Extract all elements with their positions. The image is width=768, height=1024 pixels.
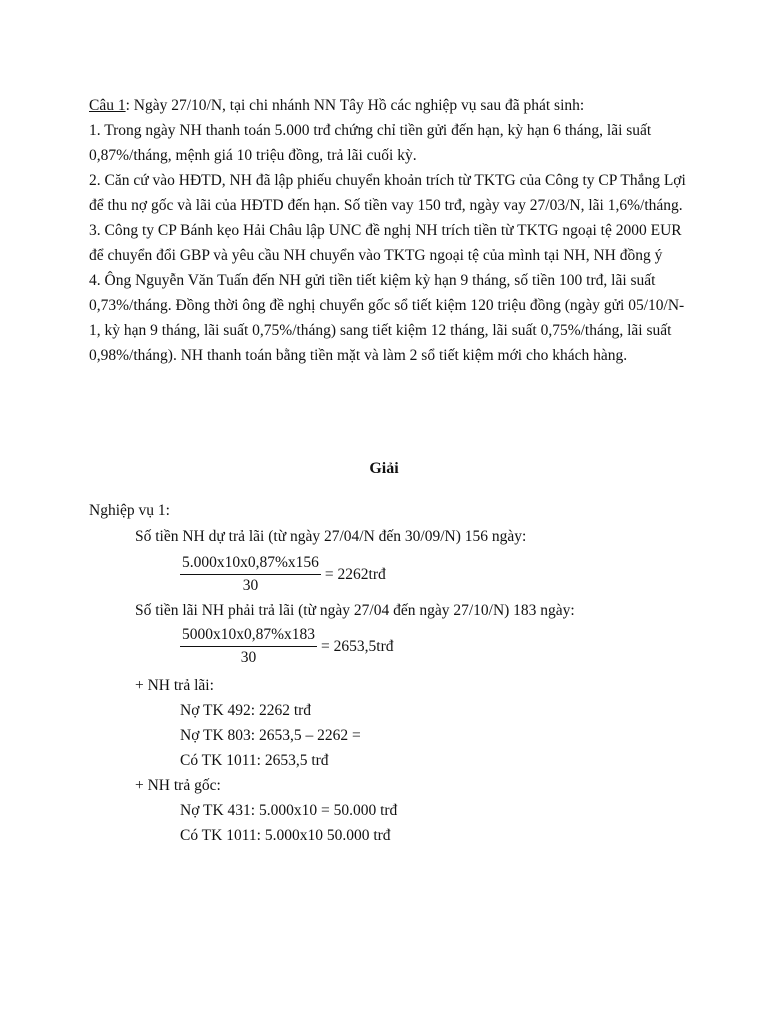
question-item-2: 2. Căn cứ vào HĐTD, NH đã lập phiếu chuyển khoản trích từ TKTG của Công ty CP Thắng Lợi để thu nợ gốc và lãi của HĐTD đến hạn. Số tiền vay 150 trđ, ngày vay 27/03/N, lãi 1,6%/tháng. [89, 172, 686, 214]
question-intro-text: : Ngày 27/10/N, tại chi nhánh NN Tây Hồ các nghiệp vụ sau đã phát sinh: [125, 97, 585, 114]
journal-entry: Nợ TK 803: 2653,5 – 2262 = [180, 727, 361, 744]
journal-entry: Có TK 1011: 2653,5 trđ [180, 752, 329, 769]
expected-interest-formula [180, 554, 386, 595]
question-item-1: 1. Trong ngày NH thanh toán 5.000 trđ chứng chỉ tiền gửi đến hạn, kỳ hạn 6 tháng, lãi suất 0,87%/tháng, mệnh giá 10 triệu đồng, trả lãi cuối kỳ. [89, 122, 652, 164]
expected-interest-line: Số tiền NH dự trả lãi (từ ngày 27/04/N đến 30/09/N) 156 ngày: [135, 528, 527, 545]
formula-2-result: = 2653,5trđ [321, 637, 394, 655]
solution-title: Giải [369, 460, 399, 477]
question-block [89, 93, 689, 368]
question-item-4: 4. Ông Nguyễn Văn Tuấn đến NH gửi tiền tiết kiệm kỳ hạn 9 tháng, số tiền 100 trđ, lãi suất 0,73%/tháng. Đồng thời ông đề nghị chuyển gốc sổ tiết kiệm 120 triệu đồng (ngày gửi 05/10/N-1, kỳ hạn 9 tháng, lãi suất 0,75%/tháng) sang tiết kiệm 12 tháng, lãi suất 0,75%/tháng, lãi suất 0,98%/tháng). NH thanh toán bằng tiền mặt và làm 2 sổ tiết kiệm mới cho khách hàng. [89, 272, 685, 364]
principal-heading: + NH trả gốc: [135, 777, 221, 794]
journal-entry: Nợ TK 431: 5.000x10 = 50.000 trđ [180, 802, 398, 819]
formula-1-result: = 2262trđ [324, 565, 386, 583]
journal-entry: Nợ TK 492: 2262 trđ [180, 702, 312, 719]
formula-2-numerator: 5000x10x0,87%x183 [180, 626, 317, 647]
journal-entry: Có TK 1011: 5.000x10 50.000 trđ [180, 827, 391, 844]
question-item-3: 3. Công ty CP Bánh kẹo Hải Châu lập UNC đề nghị NH trích tiền từ TKTG ngoại tệ 2000 EUR để chuyển đổi GBP và yêu cầu NH chuyển vào TKTG ngoại tệ của mình tại NH, NH đồng ý [89, 222, 682, 264]
question-intro [89, 93, 689, 118]
formula-2-denominator: 30 [240, 649, 257, 666]
interest-heading: + NH trả lãi: [135, 677, 214, 694]
actual-interest-line: Số tiền lãi NH phải trả lãi (từ ngày 27/04 đến ngày 27/10/N) 183 ngày: [135, 602, 575, 619]
operation-heading: Nghiệp vụ 1: [89, 502, 170, 519]
formula-1-numerator: 5.000x10x0,87%x156 [180, 554, 321, 575]
question-label: Câu 1 [89, 97, 126, 114]
formula-1-denominator: 30 [242, 577, 259, 594]
actual-interest-formula [180, 626, 394, 667]
